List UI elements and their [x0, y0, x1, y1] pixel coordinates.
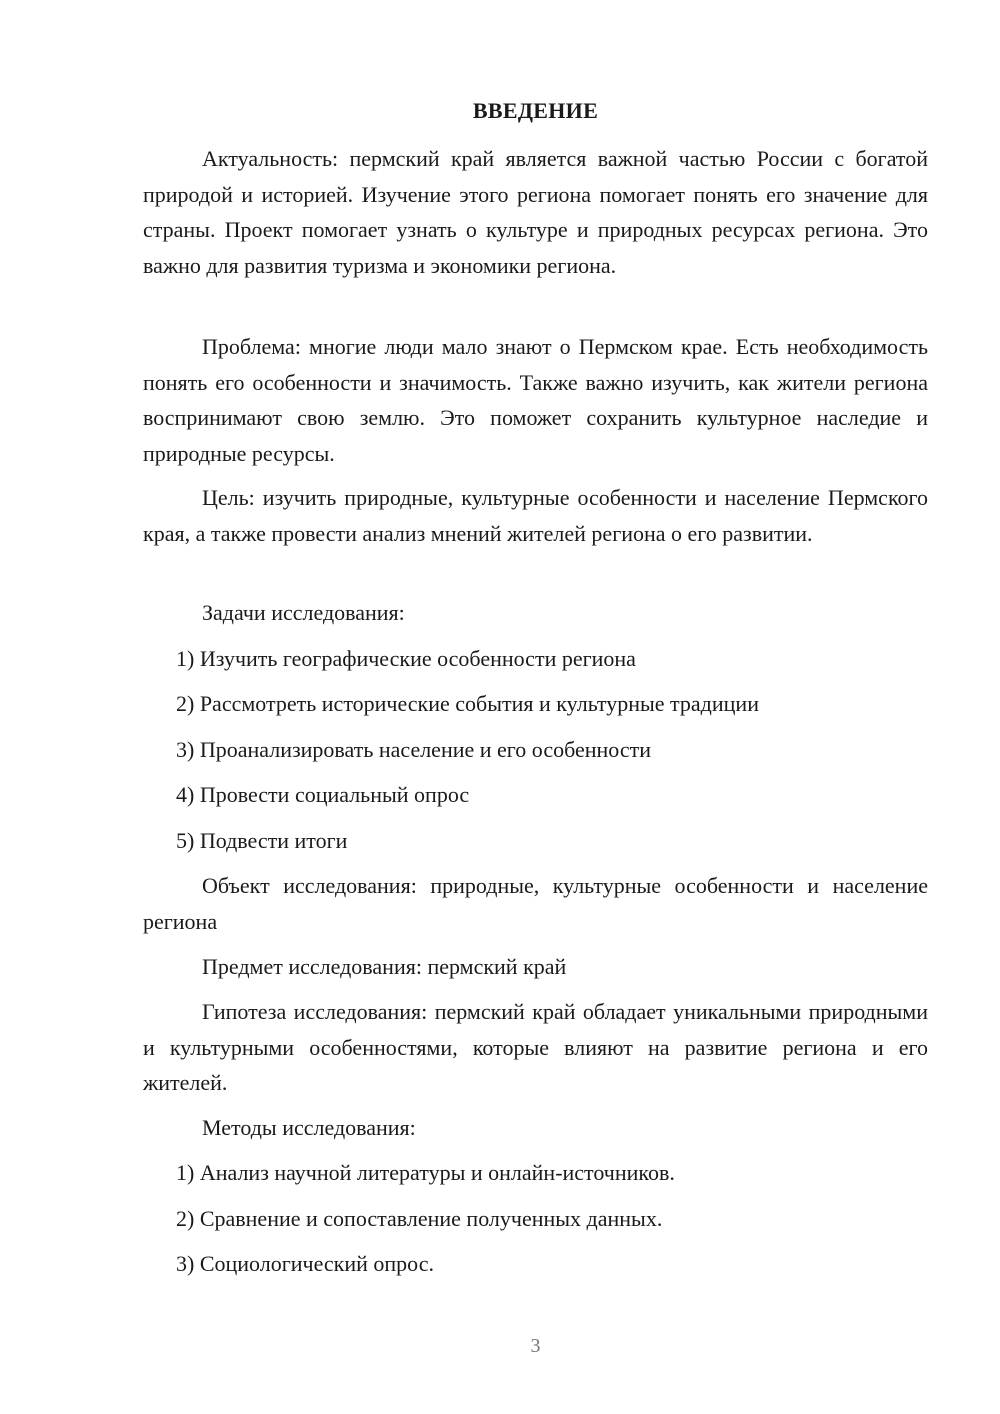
- task-item: 3) Проанализировать население и его особенности: [176, 737, 651, 762]
- task-item: 5) Подвести итоги: [176, 828, 348, 853]
- section-heading: ВВЕДЕНИЕ: [472, 98, 599, 123]
- task-item: 2) Рассмотреть исторические события и культурные традиции: [176, 691, 759, 716]
- page-number: 3: [530, 1335, 541, 1357]
- tasks-title: Задачи исследования:: [202, 600, 405, 625]
- goal-paragraph: Цель: изучить природные, культурные особенности и население Пермского края, а также провести анализ мнений жителей региона о его развитии.: [143, 485, 928, 546]
- method-item: 3) Социологический опрос.: [176, 1251, 434, 1276]
- hypothesis-paragraph: Гипотеза исследования: пермский край обладает уникальными природными и культурными особенностями, которые влияют на развитие региона и его жителей.: [143, 999, 928, 1095]
- relevance-paragraph: Актуальность: пермский край является важной частью России с богатой природой и историей. Изучение этого региона помогает понять его значение для страны. Проект помогает узнать о культуре и природных ресурсах региона. Это важно для развития туризма и экономики региона.: [143, 146, 928, 278]
- object-paragraph: Объект исследования: природные, культурные особенности и население региона: [143, 873, 928, 934]
- method-item: 2) Сравнение и сопоставление полученных данных.: [176, 1206, 663, 1231]
- method-item: 1) Анализ научной литературы и онлайн-источников.: [176, 1160, 675, 1185]
- problem-paragraph: Проблема: многие люди мало знают о Пермском крае. Есть необходимость понять его особенности и значимость. Также важно изучить, как жители региона воспринимают свою землю. Это поможет сохранить культурное наследие и природные ресурсы.: [143, 334, 928, 466]
- subject-paragraph: Предмет исследования: пермский край: [202, 954, 567, 979]
- task-item: 4) Провести социальный опрос: [176, 782, 470, 807]
- methods-title: Методы исследования:: [202, 1115, 416, 1140]
- task-item: 1) Изучить географические особенности региона: [176, 646, 636, 671]
